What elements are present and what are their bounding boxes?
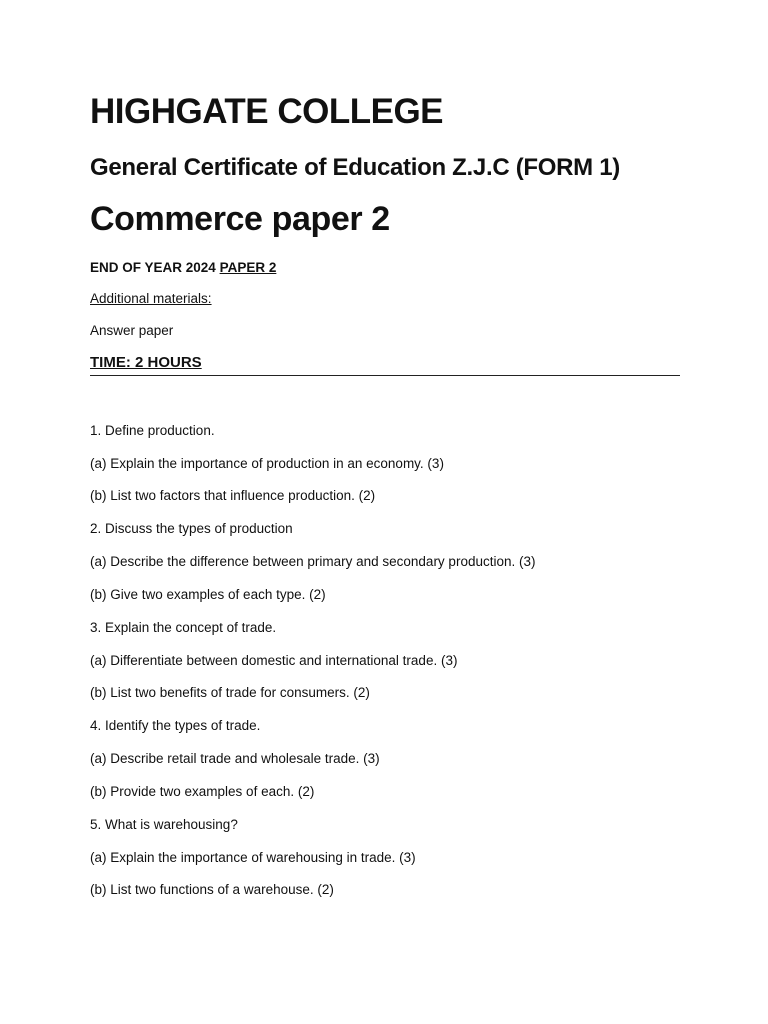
question-3a: (a) Differentiate between domestic and international trade. (3) xyxy=(90,653,458,668)
answer-paper-label: Answer paper xyxy=(90,323,174,338)
exam-session-prefix: END OF YEAR 2024 xyxy=(90,260,216,275)
question-4b: (b) Provide two examples of each. (2) xyxy=(90,784,315,799)
question-1a: (a) Explain the importance of production in an economy. (3) xyxy=(90,456,444,471)
question-4a: (a) Describe retail trade and wholesale trade. (3) xyxy=(90,751,380,766)
college-name: HIGHGATE COLLEGE xyxy=(90,92,444,131)
question-3: 3. Explain the concept of trade. xyxy=(90,620,277,635)
question-2a: (a) Describe the difference between primary and secondary production. (3) xyxy=(90,554,536,569)
question-3b: (b) List two benefits of trade for consumers. (2) xyxy=(90,685,370,700)
exam-session xyxy=(90,260,276,275)
question-5: 5. What is warehousing? xyxy=(90,817,238,832)
exam-time: TIME: 2 HOURS xyxy=(90,354,202,371)
question-5b: (b) List two functions of a warehouse. (2) xyxy=(90,882,334,897)
paper-title: Commerce paper 2 xyxy=(90,200,390,238)
question-5a: (a) Explain the importance of warehousing in trade. (3) xyxy=(90,850,416,865)
question-1b: (b) List two factors that influence production. (2) xyxy=(90,488,376,503)
certificate-title: General Certificate of Education Z.J.C (FORM 1) xyxy=(90,154,620,181)
exam-paper-number: PAPER 2 xyxy=(219,260,277,275)
header-divider xyxy=(90,375,680,376)
question-2: 2. Discuss the types of production xyxy=(90,521,293,536)
question-4: 4. Identify the types of trade. xyxy=(90,718,261,733)
question-1: 1. Define production. xyxy=(90,423,215,438)
question-2b: (b) Give two examples of each type. (2) xyxy=(90,587,326,602)
additional-materials-label: Additional materials: xyxy=(90,291,212,306)
